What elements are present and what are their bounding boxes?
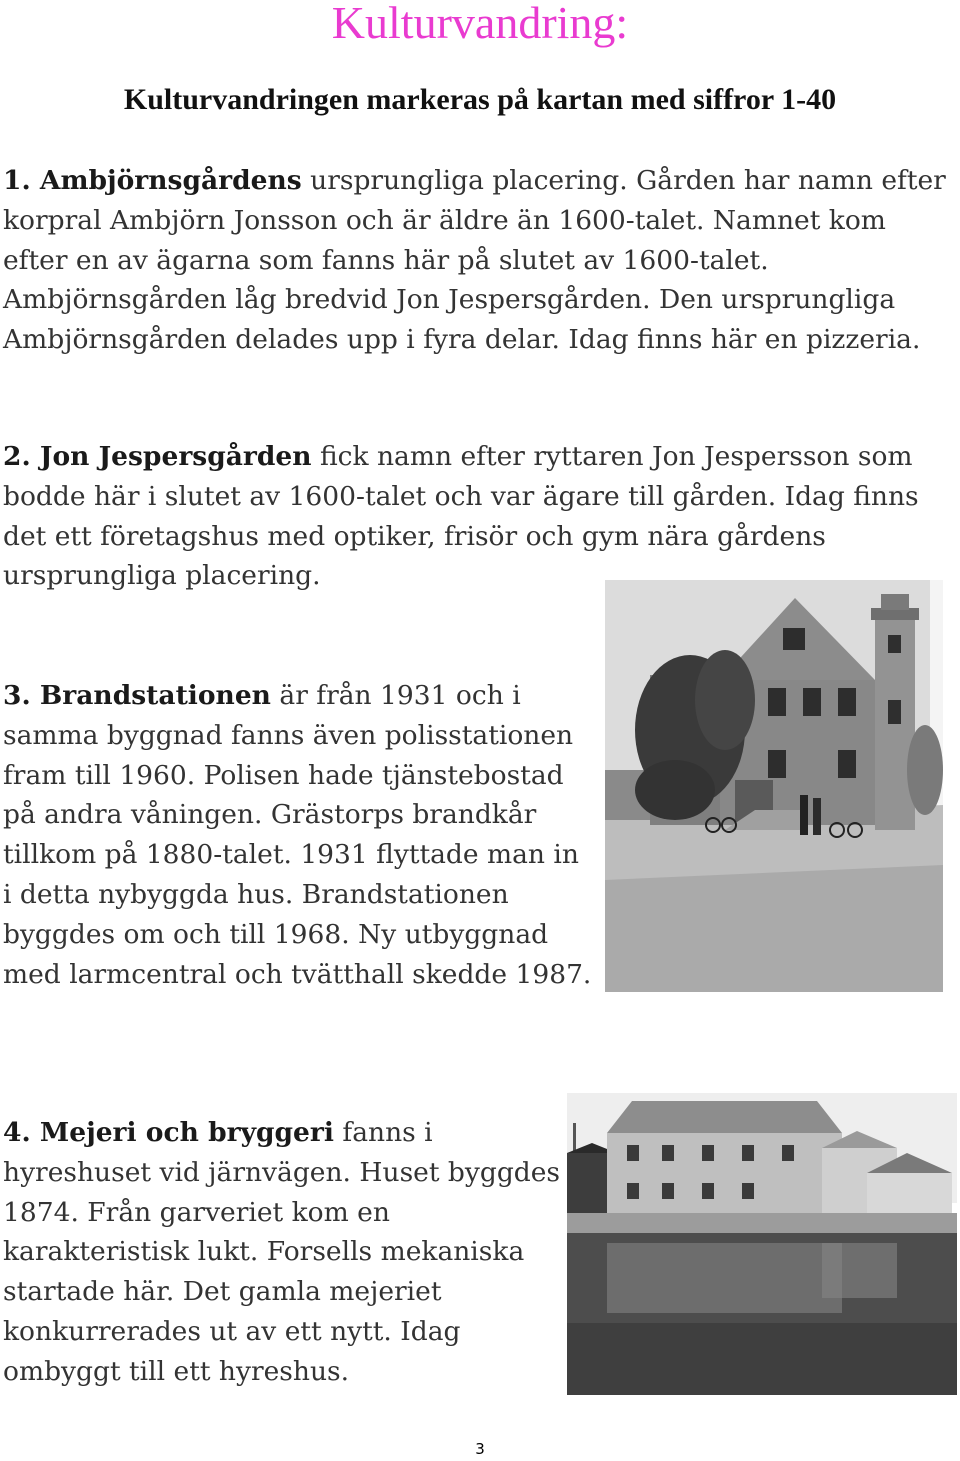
section-number: 2. [3, 441, 31, 472]
section-1 [3, 161, 948, 360]
dairy-building-photo [567, 1093, 957, 1395]
section-4 [3, 1113, 563, 1392]
section-heading: Brandstationen [39, 680, 271, 711]
fire-station-photo [605, 580, 943, 992]
section-2 [3, 437, 948, 596]
page-number: 3 [475, 1440, 485, 1458]
section-number: 4. [3, 1117, 31, 1148]
page-subtitle: Kulturvandringen markeras på kartan med siffror 1-40 [123, 83, 837, 116]
section-heading: Ambjörnsgårdens [39, 165, 302, 196]
section-body: fick namn efter ryttaren Jon Jespersson som bodde här i slutet av 1600-talet och var ägare till gården. Idag finns det ett företagshus med optiker, frisör och gym nära gårdens ursprungliga placering. [3, 441, 919, 592]
page-title: Kulturvandring: [331, 0, 629, 48]
section-3 [3, 676, 593, 994]
section-number: 1. [3, 165, 31, 196]
section-heading: Jon Jespersgården [39, 441, 312, 472]
section-body: fanns i hyreshuset vid järnvägen. Huset byggdes 1874. Från garveriet kom en karakteristisk lukt. Forsells mekaniska startade här. Det gamla mejeriet konkurrerades ut av ett nytt. Idag ombyggt till ett hyreshus. [3, 1117, 561, 1387]
section-body: är från 1931 och i samma byggnad fanns även polisstationen fram till 1960. Polisen hade tjänstebostad på andra våningen. Grästorps brandkår tillkom på 1880-talet. 1931 flyttade man in i detta nybyggda hus. Brandstationen byggdes om och till 1968. Ny utbyggnad med larmcentral och tvätthall skedde 1987. [3, 680, 592, 990]
section-heading: Mejeri och bryggeri [39, 1117, 334, 1148]
section-number: 3. [3, 680, 31, 711]
section-body: ursprungliga placering. Gården har namn efter korpral Ambjörn Jonsson och är äldre än 1600-talet. Namnet kom efter en av ägarna som fanns här på slutet av 1600-talet. Ambjörnsgården låg bredvid Jon Jespersgården. Den ursprungliga Ambjörnsgården delades upp i fyra delar. Idag finns här en pizzeria. [3, 165, 946, 356]
